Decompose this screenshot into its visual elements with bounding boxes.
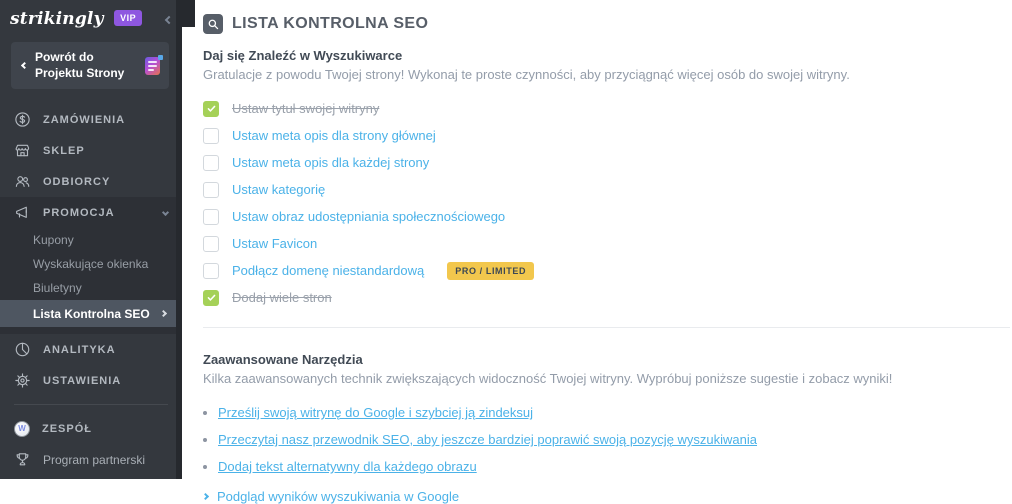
dollar-circle-icon (14, 111, 31, 128)
checkbox-unchecked[interactable] (203, 209, 219, 225)
section-heading: Daj się Znaleźć w Wyszukiwarce (203, 48, 403, 63)
checklist-item-label: Dodaj wiele stron (232, 290, 332, 305)
section-heading: Zaawansowane Narzędzia (203, 352, 363, 367)
seo-guide-link[interactable]: Przeczytaj nasz przewodnik SEO, aby jeszcze bardziej poprawić swoją pozycję wyszukiwania (218, 432, 758, 447)
page-title: LISTA KONTROLNA SEO (232, 15, 429, 32)
checklist-item-label: Ustaw tytuł swojej witryny (232, 101, 380, 116)
checklist-item (203, 203, 1012, 230)
sidebar-item-label: ZAMÓWIENIA (43, 113, 126, 126)
chevron-right-icon (160, 310, 167, 317)
checklist-item (203, 95, 1012, 122)
strikingly-logo: strikingly (10, 9, 104, 29)
sidebar-divider (14, 404, 168, 405)
gear-icon (14, 372, 31, 389)
sidebar-item-ustawienia[interactable] (0, 365, 182, 396)
site-thumbnail-icon (145, 57, 160, 75)
checklist-item-link[interactable]: Ustaw Favicon (232, 236, 318, 251)
sidebar-item-sklep[interactable] (0, 135, 182, 166)
checkbox-unchecked[interactable] (203, 263, 219, 279)
checkbox-unchecked[interactable] (203, 182, 219, 198)
back-to-project-button[interactable] (11, 42, 169, 89)
checklist-item-link[interactable]: Podłącz domenę niestandardową (232, 263, 425, 278)
sidebar-item-label: Program partnerski (43, 452, 146, 467)
checklist-item-link[interactable]: Ustaw kategorię (232, 182, 326, 197)
sidebar-item-promocja[interactable] (0, 197, 182, 228)
sidebar-collapse-button[interactable] (166, 10, 172, 28)
sidebar-subitem-biuletyny[interactable] (0, 276, 182, 300)
chevron-down-icon (162, 209, 169, 216)
logo-row (0, 0, 182, 29)
pro-limited-badge: PRO / LIMITED (447, 262, 534, 280)
checkbox-unchecked[interactable] (203, 155, 219, 171)
checklist-item-link[interactable]: Ustaw obraz udostępniania społecznościowego (232, 209, 506, 224)
page-header (203, 14, 1012, 34)
checkbox-checked[interactable] (203, 290, 219, 306)
section-divider (203, 327, 1010, 328)
store-icon (14, 142, 31, 159)
sidebar-item-zamowienia[interactable] (0, 104, 182, 135)
checklist-item (203, 230, 1012, 257)
sidebar-nav (0, 104, 182, 475)
advanced-link-row (203, 426, 1012, 453)
sidebar-edge-strip (176, 0, 182, 479)
seo-checklist (203, 95, 1012, 311)
seo-search-icon (203, 14, 223, 34)
sidebar-item-label: SKLEP (43, 144, 85, 157)
team-icon: W (14, 421, 30, 437)
sidebar-item-label: ZESPÓŁ (42, 422, 93, 435)
trophy-icon (14, 451, 31, 468)
back-button-label: Powrót do Projektu Strony (35, 50, 125, 80)
google-preview-toggle[interactable] (203, 489, 1012, 504)
sidebar (0, 0, 182, 479)
sidebar-subitem-label: Biuletyny (33, 281, 82, 296)
sidebar-item-program-partnerski[interactable] (0, 444, 182, 475)
sidebar-item-zespol[interactable] (0, 413, 182, 444)
checklist-item (203, 149, 1012, 176)
sidebar-item-label: PROMOCJA (43, 206, 115, 219)
checkbox-unchecked[interactable] (203, 128, 219, 144)
advanced-link-row (203, 453, 1012, 480)
megaphone-icon (14, 204, 31, 221)
advanced-link-row (203, 399, 1012, 426)
checklist-item-link[interactable]: Ustaw meta opis dla każdej strony (232, 155, 430, 170)
people-icon (14, 173, 31, 190)
section-description: Kilka zaawansowanych technik zwiększających widoczność Twojej witryny. Wypróbuj poniższe sugestie i zobacz wyniki! (203, 371, 893, 386)
sidebar-subitem-lista-kontrolna-seo[interactable] (0, 300, 182, 327)
seo-checklist-page (182, 0, 1012, 504)
bullet-icon (203, 438, 207, 442)
checkbox-unchecked[interactable] (203, 236, 219, 252)
sidebar-collapse-tab[interactable] (182, 0, 195, 27)
submit-to-google-link[interactable]: Prześlij swoją witrynę do Google i szybciej ją zindeksuj (218, 405, 534, 420)
sidebar-item-analityka[interactable] (0, 334, 182, 365)
sidebar-subitem-kupony[interactable] (0, 228, 182, 252)
promocja-section (0, 197, 182, 334)
sidebar-subitem-wyskakujace-okienka[interactable] (0, 252, 182, 276)
checklist-item (203, 176, 1012, 203)
chevron-left-icon (165, 16, 173, 24)
bullet-icon (203, 411, 207, 415)
vip-badge: VIP (114, 10, 142, 26)
alt-text-link[interactable]: Dodaj tekst alternatywny dla każdego obrazu (218, 459, 477, 474)
sidebar-item-label: USTAWIENIA (43, 374, 122, 387)
checklist-item-link[interactable]: Ustaw meta opis dla strony głównej (232, 128, 436, 143)
bullet-icon (203, 465, 207, 469)
pie-chart-icon (14, 341, 31, 358)
checklist-item (203, 284, 1012, 311)
google-preview-label: Podgląd wyników wyszukiwania w Google (217, 489, 460, 504)
chevron-left-icon (21, 62, 28, 69)
sidebar-subitem-label: Lista Kontrolna SEO (33, 306, 150, 321)
sidebar-item-label: ODBIORCY (43, 175, 111, 188)
checklist-item (203, 257, 1012, 284)
sidebar-subitem-label: Wyskakujące okienka (33, 257, 149, 272)
sidebar-subitem-label: Kupony (33, 233, 74, 248)
checklist-item (203, 122, 1012, 149)
chevron-right-icon (202, 493, 209, 500)
advanced-tools-section (203, 352, 1012, 504)
sidebar-item-odbiorcy[interactable] (0, 166, 182, 197)
checkbox-checked[interactable] (203, 101, 219, 117)
section-description: Gratulacje z powodu Twojej strony! Wykonaj te proste czynności, aby przyciągnąć więcej osób do swojej witryny. (203, 67, 850, 82)
sidebar-item-label: ANALITYKA (43, 343, 116, 356)
